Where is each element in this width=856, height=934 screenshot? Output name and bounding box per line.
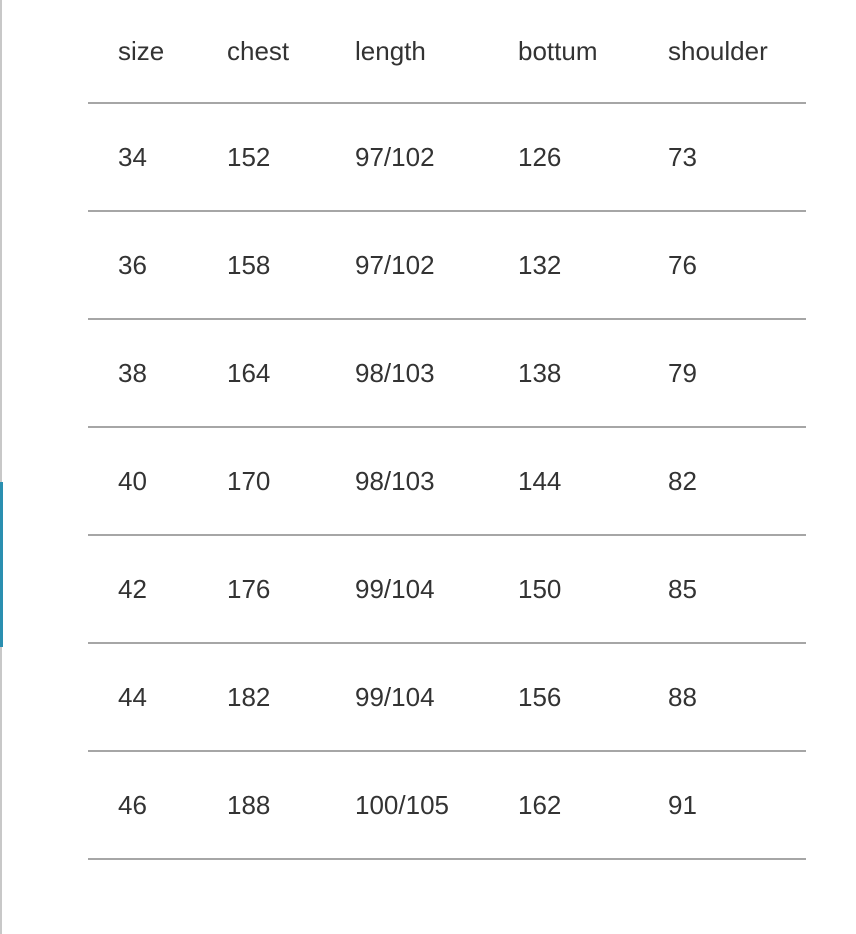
- cell-shoulder: 82: [668, 427, 806, 535]
- cell-length: 98/103: [355, 319, 518, 427]
- cell-length: 100/105: [355, 751, 518, 859]
- table-row: [88, 211, 806, 319]
- table-row: [88, 427, 806, 535]
- cell-size: 42: [88, 535, 227, 643]
- header-length: length: [355, 0, 518, 103]
- cell-chest: 182: [227, 643, 355, 751]
- cell-bottum: 126: [518, 103, 668, 211]
- table-row: [88, 643, 806, 751]
- header-chest: chest: [227, 0, 355, 103]
- cell-size: 38: [88, 319, 227, 427]
- cell-bottum: 162: [518, 751, 668, 859]
- cell-shoulder: 79: [668, 319, 806, 427]
- cell-bottum: 150: [518, 535, 668, 643]
- header-shoulder: shoulder: [668, 0, 806, 103]
- table-row: [88, 535, 806, 643]
- cell-chest: 176: [227, 535, 355, 643]
- left-border: [0, 0, 2, 934]
- cell-length: 97/102: [355, 211, 518, 319]
- cell-chest: 152: [227, 103, 355, 211]
- header-bottum: bottum: [518, 0, 668, 103]
- cell-shoulder: 85: [668, 535, 806, 643]
- cell-length: 99/104: [355, 643, 518, 751]
- cell-bottum: 132: [518, 211, 668, 319]
- cell-size: 34: [88, 103, 227, 211]
- size-chart-table: [88, 0, 806, 860]
- cell-size: 36: [88, 211, 227, 319]
- cell-chest: 188: [227, 751, 355, 859]
- cell-shoulder: 91: [668, 751, 806, 859]
- cell-bottum: 138: [518, 319, 668, 427]
- left-accent-bar: [0, 482, 3, 647]
- cell-size: 46: [88, 751, 227, 859]
- cell-chest: 170: [227, 427, 355, 535]
- cell-shoulder: 76: [668, 211, 806, 319]
- cell-bottum: 156: [518, 643, 668, 751]
- table-row: [88, 319, 806, 427]
- table-row: [88, 751, 806, 859]
- cell-length: 98/103: [355, 427, 518, 535]
- cell-size: 40: [88, 427, 227, 535]
- cell-length: 99/104: [355, 535, 518, 643]
- cell-bottum: 144: [518, 427, 668, 535]
- cell-chest: 164: [227, 319, 355, 427]
- cell-shoulder: 88: [668, 643, 806, 751]
- cell-size: 44: [88, 643, 227, 751]
- header-size: size: [88, 0, 227, 103]
- cell-length: 97/102: [355, 103, 518, 211]
- table-header-row: [88, 0, 806, 103]
- cell-shoulder: 73: [668, 103, 806, 211]
- cell-chest: 158: [227, 211, 355, 319]
- table-row: [88, 103, 806, 211]
